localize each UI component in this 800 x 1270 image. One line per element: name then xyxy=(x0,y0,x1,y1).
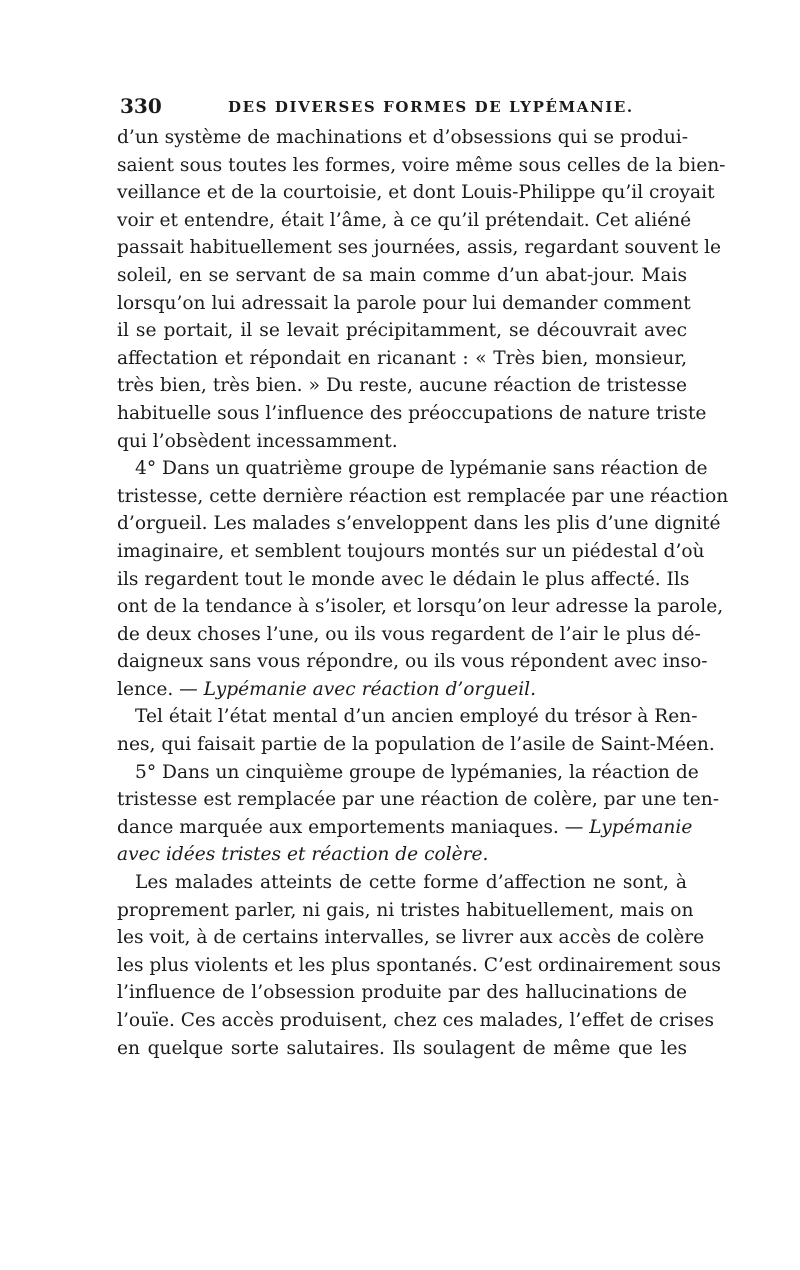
text-line: proprement parler, ni gais, ni tristes habituellement, mais on xyxy=(117,899,694,921)
text-line: ont de la tendance à s’isoler, et lorsqu’on leur adresse la parole, xyxy=(117,596,724,618)
text-line: très bien, très bien. » Du reste, aucune réaction de tristesse xyxy=(117,375,687,397)
text-line: lence. — Lypémanie avec réaction d’orgueil. xyxy=(117,678,537,700)
text-line: tristesse est remplacée par une réaction de colère, par une ten- xyxy=(117,789,720,811)
text-line: avec idées tristes et réaction de colère. xyxy=(117,844,489,866)
text-line: daigneux sans vous répondre, ou ils vous répondent avec inso- xyxy=(117,651,708,673)
text-line: en quelque sorte salutaires. Ils soulagent de même que les xyxy=(117,1037,687,1059)
page-header xyxy=(120,94,685,118)
text-line: lorsqu’on lui adressait la parole pour lui demander comment xyxy=(117,292,691,314)
text-line: d’un système de machinations et d’obsessions qui se produi- xyxy=(117,127,689,148)
text-line: dance marquée aux emportements maniaques. — Lypémanie xyxy=(117,816,693,838)
text-line: qui l’obsèdent incessamment. xyxy=(117,430,398,452)
text-line: 4° Dans un quatrième groupe de lypémanie sans réaction de xyxy=(135,458,708,480)
text-line: soleil, en se servant de sa main comme d’un abat-jour. Mais xyxy=(117,264,687,286)
text-line: passait habituellement ses journées, assis, regardant souvent le xyxy=(117,237,722,259)
text-line: l’ouïe. Ces accès produisent, chez ces malades, l’effet de crises xyxy=(117,1010,715,1031)
page-number: 330 xyxy=(120,94,162,118)
text-line: ils regardent tout le monde avec le dédain le plus affecté. Ils xyxy=(117,568,690,590)
text-line: habituelle sous l’influence des préoccupations de nature triste xyxy=(117,402,707,424)
text-line: 5° Dans un cinquième groupe de lypémanies, la réaction de xyxy=(135,761,699,783)
text-line: il se portait, il se levait précipitamment, se découvrait avec xyxy=(117,320,687,342)
text-line: l’influence de l’obsession produite par des hallucinations de xyxy=(117,982,687,1004)
text-line: voir et entendre, était l’âme, à ce qu’il prétendait. Cet aliéné xyxy=(117,209,692,231)
text-line: affectation et répondait en ricanant : « Très bien, monsieur, xyxy=(117,347,687,369)
text-line: Les malades atteints de cette forme d’affection ne sont, à xyxy=(135,872,687,894)
text-line: tristesse, cette dernière réaction est remplacée par une réaction xyxy=(117,485,729,507)
text-line: nes, qui faisait partie de la population de l’asile de Saint-Méen. xyxy=(117,734,715,756)
text-line: Tel était l’état mental d’un ancien employé du trésor à Ren- xyxy=(135,706,698,728)
text-line: les voit, à de certains intervalles, se livrer aux accès de colère xyxy=(117,927,705,949)
running-title: DES DIVERSES FORMES DE LYPÉMANIE. xyxy=(228,98,634,116)
text-line: imaginaire, et semblent toujours montés sur un piédestal d’où xyxy=(117,540,705,562)
text-line: veillance et de la courtoisie, et dont Louis-Philippe qu’il croyait xyxy=(117,182,715,204)
text-line: d’orgueil. Les malades s’enveloppent dans les plis d’une dignité xyxy=(117,513,721,535)
body-text xyxy=(117,124,729,1062)
text-line: de deux choses l’une, ou ils vous regardent de l’air le plus dé- xyxy=(117,623,701,645)
text-line: saient sous toutes les formes, voire même sous celles de la bien- xyxy=(117,154,726,176)
text-line: les plus violents et les plus spontanés. C’est ordinairement sous xyxy=(117,954,721,976)
